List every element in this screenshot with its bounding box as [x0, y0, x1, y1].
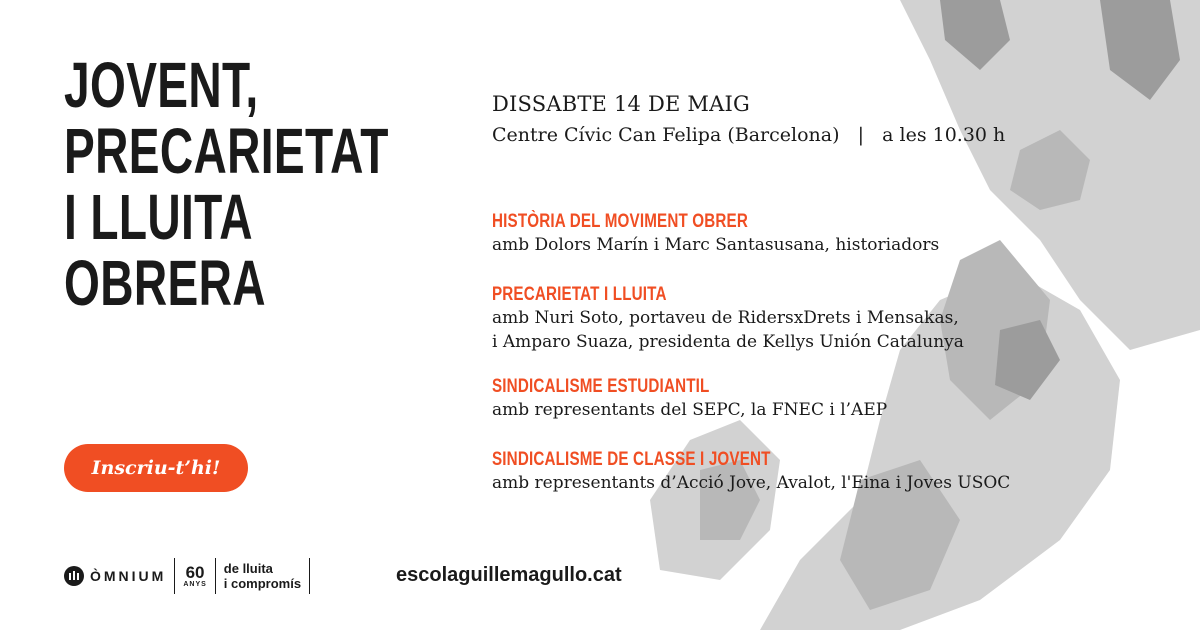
program-item: [492, 284, 964, 354]
program-heading: PRECARIETAT I LLUITA: [492, 284, 667, 305]
anniversary-tagline: [224, 561, 301, 591]
program-speakers: amb representants del SEPC, la FNEC i l’AEP: [492, 400, 888, 420]
program-heading: SINDICALISME ESTUDIANTIL: [492, 376, 710, 397]
event-title: [64, 49, 389, 319]
title-line: OBRERA: [64, 247, 266, 319]
tagline-line: i compromís: [223, 576, 302, 591]
tagline-line: de lluita: [223, 561, 273, 576]
program-speakers: amb Dolors Marín i Marc Santasusana, historiadors: [492, 235, 940, 255]
program-item: [492, 449, 1010, 495]
program-heading: SINDICALISME DE CLASSE I JOVENT: [492, 449, 771, 470]
title-line: JOVENT,: [64, 49, 259, 121]
divider: [215, 558, 216, 594]
website-link[interactable]: escolaguillemagullo.cat: [396, 564, 622, 586]
omnium-brand: ÒMNIUM: [90, 568, 167, 584]
footer-logos: [64, 556, 318, 596]
divider: [309, 558, 310, 594]
divider: [174, 558, 175, 594]
title-line: I LLUITA: [64, 181, 253, 253]
years-label: ANYS: [183, 580, 207, 588]
sixty-years-badge: [183, 562, 207, 588]
omnium-logo-icon: [64, 566, 84, 586]
program-item: [492, 211, 939, 257]
program-speakers: amb representants d’Acció Jove, Avalot, l'Eina i Joves USOC: [492, 473, 1011, 493]
title-line: PRECARIETAT: [64, 115, 389, 187]
program-speakers: i Amparo Suaza, presidenta de Kellys Unión Catalunya: [492, 332, 964, 352]
program-speakers: amb Nuri Soto, portaveu de RidersxDrets i Mensakas,: [492, 308, 959, 328]
event-place-time: Centre Cívic Can Felipa (Barcelona) | a les 10.30 h: [492, 124, 1006, 146]
program-heading: HISTÒRIA DEL MOVIMENT OBRER: [492, 211, 748, 232]
register-button[interactable]: Inscriu-t’hi!: [64, 444, 248, 492]
event-date: DISSABTE 14 DE MAIG: [492, 92, 750, 116]
program-item: [492, 376, 887, 422]
years-number: 60: [185, 562, 205, 582]
